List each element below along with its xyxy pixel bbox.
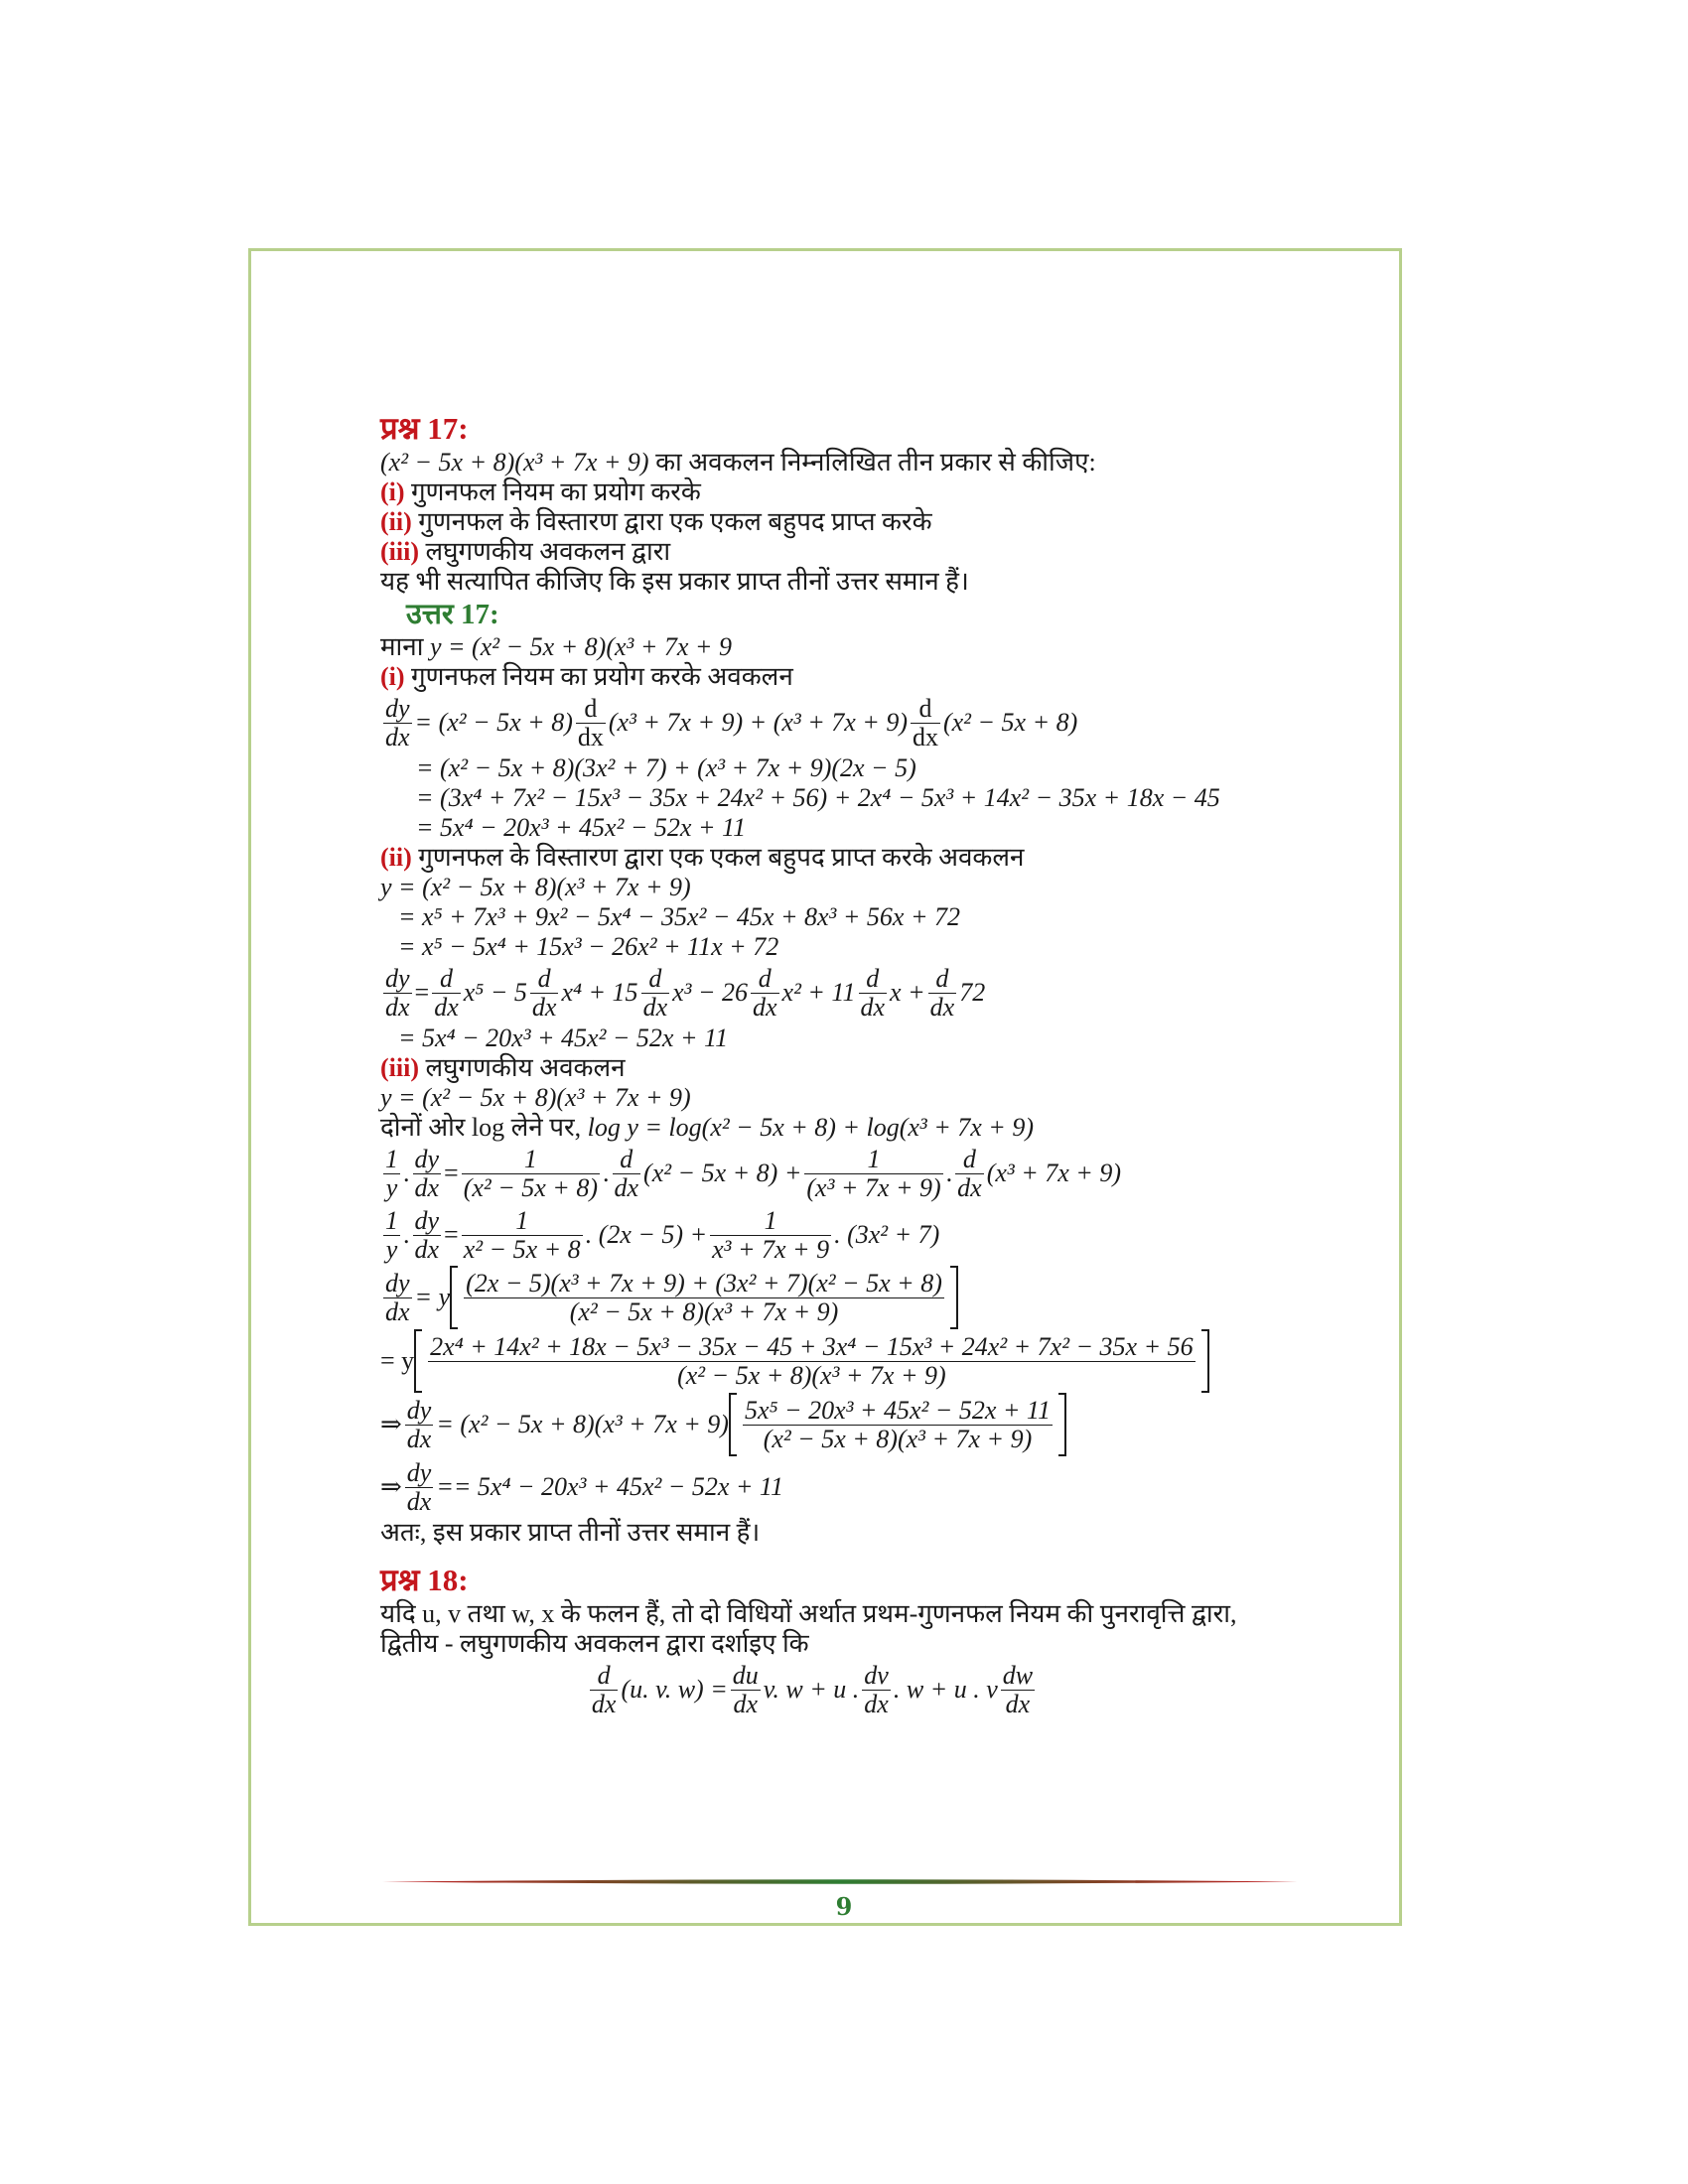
term: (x³ + 7x + 9) <box>986 1159 1121 1187</box>
item-tag: (i) <box>380 478 405 506</box>
item-tag: (iii) <box>380 537 419 566</box>
log-text: दोनों ओर log लेने पर, <box>380 1113 588 1142</box>
page-content <box>380 410 1334 1720</box>
part-2-line-5: = 5x⁴ − 20x³ + 45x² − 52x + 11 <box>398 1024 729 1052</box>
part-2-line-1: y = (x² − 5x + 8)(x³ + 7x + 9) <box>380 873 691 901</box>
dy-dx-fraction: $\frac{dy}{dx}$ <box>414 1205 440 1264</box>
one-over-y: $\frac{1}{y}$ <box>385 1205 398 1264</box>
dv-dx-fraction: $\frac{dv}{dx}$ <box>864 1660 889 1718</box>
log-expression: log y = log(x² − 5x + 8) + log(x³ + 7x + 9) <box>587 1113 1034 1142</box>
term: x⁴ + 15 <box>561 978 638 1007</box>
item-tag: (ii) <box>380 507 412 536</box>
term: . w + u . v <box>893 1675 998 1704</box>
d-dx-operator: $\frac{d}{dx}$ <box>614 1144 639 1202</box>
equals: = <box>414 978 430 1007</box>
one-over-y: $\frac{1}{y}$ <box>385 1144 398 1202</box>
term: v. w + u . <box>763 1675 860 1704</box>
d-dx-operator: $\frac{d}{dx}$ <box>860 963 886 1022</box>
d-dx-operator: $\frac{d}{dx}$ <box>434 963 459 1022</box>
term: (x³ + 7x + 9) + (x³ + 7x + 9) <box>608 708 908 737</box>
answer-17-heading: उत्तर 17: <box>406 599 499 630</box>
d-dx-operator: $\frac{d}{dx}$ <box>912 693 938 751</box>
part-text: गुणनफल के विस्तारण द्वारा एक एकल बहुपद प्राप्त करके अवकलन <box>411 843 1025 872</box>
reciprocal-fraction: $\frac{1}{\text{x³ + 7x + 9}}$ <box>712 1205 830 1264</box>
d-dx-operator: $\frac{d}{dx}$ <box>642 963 668 1022</box>
item-text: गुणनफल के विस्तारण द्वारा एक एकल बहुपद प्राप्त करके <box>411 507 932 536</box>
dy-dx-fraction: $\frac{dy}{dx}$ <box>385 693 410 751</box>
part-3-line-5 <box>380 1266 1334 1329</box>
term: == 5x⁴ − 20x³ + 45x² − 52x + 11 <box>436 1472 783 1501</box>
term: . (2x − 5) + <box>585 1220 708 1249</box>
part-tag: (ii) <box>380 843 412 872</box>
term: (x² − 5x + 8) + <box>643 1159 802 1187</box>
implies-symbol: ⇒ <box>380 1472 402 1501</box>
part-2-line-4 <box>380 962 1334 1024</box>
part-3-line-1: y = (x² − 5x + 8)(x³ + 7x + 9) <box>380 1083 691 1112</box>
part-text: लघुगणकीय अवकलन <box>419 1053 626 1082</box>
page-number: 9 <box>835 1892 853 1921</box>
item-text: लघुगणकीय अवकलन द्वारा <box>419 537 671 566</box>
term: = y <box>414 1283 451 1311</box>
d-dx-operator: $\frac{d}{dx}$ <box>591 1660 617 1718</box>
answer-let <box>380 632 1334 662</box>
question-17-verify: यह भी सत्यापित कीजिए कि इस प्रकार प्राप्त तीनों उत्तर समान हैं। <box>380 567 969 596</box>
term: . (3x² + 7) <box>834 1220 940 1249</box>
question-18-line-2: द्वितीय - लघुगणकीय अवकलन द्वारा दर्शाइए कि <box>380 1629 809 1658</box>
d-dx-operator: $\frac{d}{dx}$ <box>531 963 557 1022</box>
question-18-line-1: यदि u, v तथा w, x के फलन हैं, तो दो विधियों अर्थात प्रथम-गुणनफल नियम की पुनरावृत्ति द्वारा, <box>380 1599 1237 1628</box>
part-1-line-3: = (3x⁴ + 7x² − 15x³ − 35x + 24x² + 56) + 2x⁴ − 5x³ + 14x² − 35x + 18x − 45 <box>416 783 1220 812</box>
part-1-line-2: = (x² − 5x + 8)(3x² + 7) + (x³ + 7x + 9)(2x − 5) <box>416 753 916 782</box>
part-text: गुणनफल नियम का प्रयोग करके अवकलन <box>404 662 793 691</box>
term: x⁵ − 5 <box>463 978 527 1007</box>
dy-dx-fraction: $\frac{dy}{dx}$ <box>406 1395 432 1453</box>
part-2-heading <box>380 843 1334 873</box>
bracket-group: $\frac{\text{(2x − 5)(x³ + 7x + 9) + (3x² + 7)(x² − 5x + 8)}}{\text{(x² − 5x + 8)(x³ + 7x + 9)}}$ <box>450 1266 958 1329</box>
question-17-item-1 <box>380 478 1334 507</box>
term: (x² − 5x + 8) <box>942 708 1078 737</box>
d-dx-operator: $\frac{d}{dx}$ <box>957 1144 982 1202</box>
let-expression: y = (x² − 5x + 8)(x³ + 7x + 9 <box>429 632 732 661</box>
question-18-formula <box>380 1659 1334 1720</box>
bracket-group: $\frac{\text{5x⁵ − 20x³ + 45x² − 52x + 11}}{\text{(x² − 5x + 8)(x³ + 7x + 9)}}$ <box>729 1393 1066 1456</box>
question-17-item-3 <box>380 537 1334 567</box>
part-tag: (iii) <box>380 1053 419 1082</box>
answer-17-conclusion: अतः, इस प्रकार प्राप्त तीनों उत्तर समान हैं। <box>380 1518 761 1547</box>
question-17-intro <box>380 448 1334 478</box>
footer-divider <box>382 1878 1298 1885</box>
dy-dx-fraction: $\frac{dy}{dx}$ <box>385 963 410 1022</box>
dy-dx-fraction: $\frac{dy}{dx}$ <box>385 1268 410 1326</box>
part-tag: (i) <box>380 662 405 691</box>
term: = (x² − 5x + 8) <box>414 708 573 737</box>
d-dx-operator: $\frac{d}{dx}$ <box>577 693 604 751</box>
reciprocal-fraction: $\frac{1}{\text{x² − 5x + 8}}$ <box>463 1205 581 1264</box>
part-3-heading <box>380 1053 1334 1083</box>
term: x³ − 26 <box>672 978 748 1007</box>
question-17-intro-text: का अवकलन निम्नलिखित तीन प्रकार से कीजिए: <box>648 448 1096 477</box>
reciprocal-fraction: $\frac{1}{\text{(x³ + 7x + 9)}}$ <box>806 1144 941 1202</box>
term: (u. v. w) = <box>621 1675 728 1704</box>
part-3-line-3: $\frac{1}{y}$ . $\frac{dy}{dx}$ = $\frac{1}{\text{(x² − 5x + 8)}}$ . $\frac{d}{dx}$ (x² − 5x + 8) + $\frac{1}{\text{(x³ + 7x + 9)}}$ . $\frac{d}{dx}$ (x³ + 7x + 9) <box>385 1144 1121 1202</box>
question-17-expression: (x² − 5x + 8)(x³ + 7x + 9) <box>380 448 649 477</box>
question-17-item-2 <box>380 507 1334 537</box>
bracket-group: 2x⁴ + 14x² + 18x − 5x³ − 35x − 45 + 3x⁴ − 15x³ + 24x² + 7x² − 35x + 56 (x² − 5x + 8)(x³ + 7x + 9) <box>414 1329 1208 1393</box>
part-2-line-2: = x⁵ + 7x³ + 9x² − 5x⁴ − 35x² − 45x + 8x³ + 56x + 72 <box>398 902 960 931</box>
implies-symbol: ⇒ <box>380 1410 402 1438</box>
dy-dx-fraction: $\frac{dy}{dx}$ <box>406 1457 432 1516</box>
term: = y <box>380 1346 415 1375</box>
d-dx-operator: $\frac{d}{dx}$ <box>929 963 955 1022</box>
term: x² + 11 <box>781 978 856 1007</box>
term: = (x² − 5x + 8)(x³ + 7x + 9) <box>436 1410 729 1438</box>
question-18-heading: प्रश्न 18: <box>380 1563 469 1597</box>
part-3-line-8 <box>380 1456 1334 1518</box>
part-3-line-7 <box>380 1393 1334 1456</box>
part-3-line-2 <box>380 1113 1334 1143</box>
d-dx-operator: $\frac{d}{dx}$ <box>753 963 777 1022</box>
let-label: माना <box>380 632 430 661</box>
part-3-line-4: $\frac{1}{y}$ . $\frac{dy}{dx}$ = $\frac{1}{\text{x² − 5x + 8}}$ . (2x − 5) + $\frac{1}{\text{x³ + 7x + 9}}$ . (3x² + 7) <box>385 1205 940 1264</box>
term: 72 <box>959 978 986 1007</box>
du-dx-fraction: $\frac{du}{dx}$ <box>732 1660 759 1718</box>
question-17-heading: प्रश्न 17: <box>380 411 469 446</box>
item-text: गुणनफल नियम का प्रयोग करके <box>404 478 701 506</box>
dy-dx-fraction: $\frac{dy}{dx}$ <box>414 1144 440 1202</box>
part-1-heading <box>380 662 1334 692</box>
part-1-line-1 <box>380 692 1334 753</box>
part-1-line-4: = 5x⁴ − 20x³ + 45x² − 52x + 11 <box>416 813 747 842</box>
part-3-line-6 <box>380 1329 1334 1393</box>
term: x + <box>890 978 925 1007</box>
reciprocal-fraction: $\frac{1}{\text{(x² − 5x + 8)}}$ <box>463 1144 598 1202</box>
part-2-line-3: = x⁵ − 5x⁴ + 15x³ − 26x² + 11x + 72 <box>398 932 779 961</box>
dw-dx-fraction: $\frac{dw}{dx}$ <box>1002 1660 1034 1718</box>
